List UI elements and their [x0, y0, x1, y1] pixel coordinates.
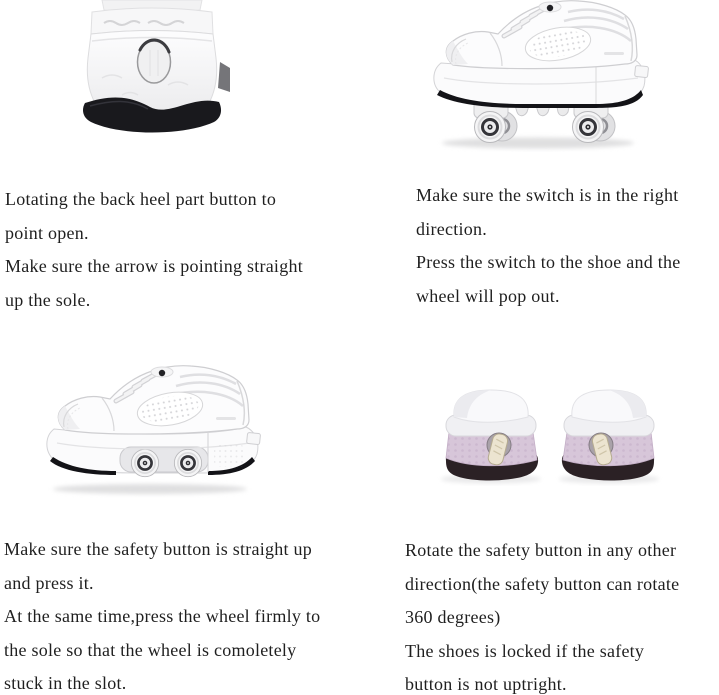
instruction-line: up the sole.	[5, 289, 91, 310]
instruction-line: The shoes is locked if the safety	[405, 640, 645, 661]
instruction-bottom-left	[4, 533, 320, 695]
tongue-logo	[547, 5, 553, 11]
two-heels-photo	[437, 388, 663, 486]
wheel	[475, 112, 506, 143]
two-heels-illustration	[437, 388, 663, 486]
instruction-line: Rotate the safety button in any other	[405, 540, 677, 560]
heel-closeup-illustration	[72, 0, 232, 138]
shoe-wheels-out-illustration	[428, 0, 656, 152]
instruction-line: point open.	[5, 222, 89, 243]
wheel	[573, 112, 604, 143]
instruction-line: At the same time,press the wheel firmly to	[4, 606, 321, 626]
instruction-top-left	[5, 183, 303, 317]
instruction-bottom-right	[405, 534, 679, 695]
instruction-line: direction(the safety button can rotate	[405, 573, 680, 594]
shoe-wheels-out-photo	[428, 0, 656, 152]
tongue-logo	[159, 370, 165, 376]
instruction-line: Lotating the back heel part button to	[5, 189, 277, 209]
instruction-top-right	[416, 179, 680, 313]
instruction-line: Make sure the safety button is straight up	[4, 539, 312, 559]
heel-with-safety-button	[559, 390, 659, 484]
instruction-line: wheel will pop out.	[416, 285, 560, 306]
instruction-line: the sole so that the wheel is comoletely	[4, 639, 297, 660]
heel-tab	[635, 65, 649, 77]
instruction-line: Make sure the switch is in the right	[416, 185, 679, 205]
instruction-line: button is not uptright.	[405, 674, 567, 694]
shoe-wheels-in-photo	[42, 360, 266, 498]
heel-tab	[247, 432, 261, 444]
instruction-line: Press the switch to the shoe and the	[416, 252, 681, 272]
instruction-line: direction.	[416, 218, 487, 239]
heel-with-safety-button	[441, 390, 541, 484]
heel-closeup-photo	[72, 0, 232, 138]
wheel	[174, 449, 201, 476]
instruction-line: Make sure the arrow is pointing straight	[5, 256, 303, 276]
instruction-line: and press it.	[4, 572, 94, 593]
instruction-line: stuck in the slot.	[4, 673, 127, 693]
instruction-line: 360 degrees)	[405, 607, 501, 627]
wheel	[131, 449, 158, 476]
shoe-wheels-in-illustration	[42, 360, 266, 498]
